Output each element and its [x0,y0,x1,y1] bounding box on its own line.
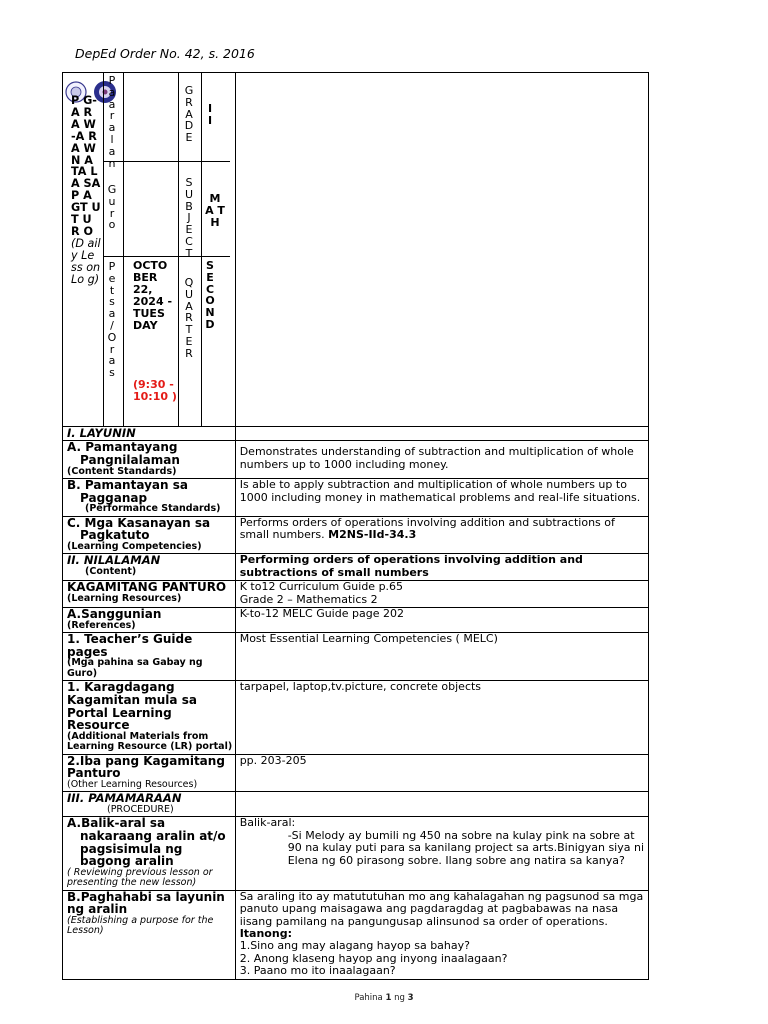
nilalaman-sub: (Content) [85,565,137,577]
teacher-guide-sub: (Mga pahina sa Gabay ng Guro) [67,657,203,679]
teacher-guide-title: 1. Teacher’s Guide pages [67,632,193,659]
time-value: (9:30 - 10:10 ) [133,378,177,403]
competency-text: Performs orders of operations involving addition and subtractions of small numbers. [239,515,615,542]
sanggunian-label [63,608,236,633]
performance-standards-value: Is able to apply subtraction and multiplication of whole numbers up to 1000 including money in mathematical problems and real-life situations. [235,479,648,517]
petsa-label: P e t s a / O r a s [107,260,117,380]
subject-value: M A T H [205,192,225,229]
iba-pang-sub: (Other Learning Resources) [67,778,198,790]
header-right-cell [235,73,648,427]
header-left-cell [63,73,236,427]
deped-order: DepEd Order No. 42, s. 2016 [75,46,255,61]
kagamitan-value [235,581,648,608]
question-3: 3. Paano mo ito inaalagaan? [239,964,396,978]
karagdagang-label [63,681,236,754]
content-standards-value: Demonstrates understanding of subtraction and multiplication of whole numbers up to 1000 including money. [235,441,648,479]
empty-cell [235,427,648,441]
learning-competencies-label [63,516,236,554]
balik-aral-head: Balik-aral: [239,816,296,830]
paghahabi-value [235,890,648,979]
date-value: OCTO BER 22, 2024 - TUES DAY [133,259,173,332]
content-standards-title: A. Pamantayang Pangnilalaman [67,440,180,467]
sanggunian-sub: (References) [67,619,136,631]
balik-aral-problem: -Si Melody ay bumili ng 450 na sobre na kulay pink na sobre at 90 na kulay puti para sa kanilang project sa arts.Binigyan siya ni Elena ng 60 pirasong sobre. Ilang sobre ang natira sa kanya? [287,828,645,867]
footer-pahina: Pahina [354,993,383,1003]
competency-code: M2NS-IId-34.3 [328,528,417,542]
iba-pang-title: 2.Iba pang Kagamitang Panturo [67,753,225,781]
learning-competencies-title: C. Mga Kasanayan sa Pagkatuto [67,515,211,543]
kagamitan-value-1: K to12 Curriculum Guide p.65 [239,580,404,594]
title-letters: P G- A R A W -A R A W N A TA LA SA P A GT UT U R O [71,94,101,238]
pamamaraan-heading: III. PAMAMARAAN [67,791,182,806]
footer-total-pages: 3 [407,993,414,1003]
nilalaman-heading: II. NILALAMAN [67,553,161,568]
quarter-label: Q U A R T E R [184,276,194,360]
guro-label: G u r o [107,183,117,232]
performance-standards-title: B. Pamantayan sa Pagganap [67,478,188,505]
footer-ng: ng [394,993,405,1003]
iba-pang-label [63,754,236,792]
kagamitan-value-2: Grade 2 – Mathematics 2 [239,592,378,606]
balik-aral-sub: ( Reviewing previous lesson or presenting the new lesson) [67,866,213,889]
balik-aral-value [235,817,648,890]
subject-label: S U B J E C T [184,176,194,260]
karagdagang-sub: (Additional Materials from Learning Resource (LR) portal) [67,730,233,753]
pamamaraan-label [63,792,236,817]
paghahabi-sub: (Establishing a purpose for the Lesson) [67,914,214,937]
learning-competencies-value [235,516,648,554]
grade-value: I I [207,102,213,127]
learning-competencies-sub: (Learning Competencies) [67,540,202,552]
karagdagang-title: 1. Karagdagang Kagamitan mula sa Portal Learning Resource [67,680,197,733]
nilalaman-value: Performing orders of operations involving addition and subtractions of small numbers [235,554,648,581]
sanggunian-value: K-to-12 MELC Guide page 202 [235,608,648,633]
kagamitan-sub: (Learning Resources) [67,592,182,604]
performance-standards-label [63,479,236,517]
karagdagang-value: tarpapel, laptop,tv.picture, concrete objects [235,681,648,754]
performance-standards-sub: (Performance Standards) [85,503,221,515]
pamamaraan-sub: (PROCEDURE) [107,803,174,815]
paghahabi-label [63,890,236,979]
nilalaman-label [63,554,236,581]
page-footer [0,993,768,1003]
iba-pang-value: pp. 203-205 [235,754,648,792]
kagamitan-label [63,581,236,608]
grade-label: G R A D E [184,84,194,145]
question-1: 1.Sino ang may alagang hayop sa bahay? [239,939,470,953]
footer-page-number: 1 [385,993,392,1003]
paaralan-label: P a a r a l a n [108,74,116,170]
paghahabi-title: B.Paghahabi sa layunin ng aralin [67,889,225,917]
lesson-log-table [62,72,649,980]
empty-cell-2 [235,792,648,817]
sanggunian-title: A.Sanggunian [67,607,162,622]
teacher-guide-label [63,633,236,681]
content-standards-label [63,441,236,479]
itanong-heading: Itanong: [239,926,292,940]
quarter-value: S E C O N D [205,259,215,331]
kagamitan-title: KAGAMITANG PANTURO [67,580,227,595]
balik-aral-label [63,817,236,890]
dll-title [71,95,103,286]
question-2: 2. Anong klaseng hayop ang inyong inaalagaan? [239,951,508,965]
layunin-heading: I. LAYUNIN [63,427,236,441]
balik-aral-title: A.Balik-aral sa nakaraang aralin at/o pagsisimula ng bagong aralin [67,816,226,869]
teacher-guide-value: Most Essential Learning Competencies ( MELC) [235,633,648,681]
title-sub: (D ail y Le ss on Lo g) [71,236,101,286]
content-standards-sub: (Content Standards) [67,465,177,477]
paghahabi-text: Sa araling ito ay matututuhan mo ang kahalagahan ng pagsunod sa mga panuto upang maisagawa ang pagdaragdag at pagbabawas na nasa iisang pamilang na pangungusap alinsunod sa order of operations. [239,889,644,928]
